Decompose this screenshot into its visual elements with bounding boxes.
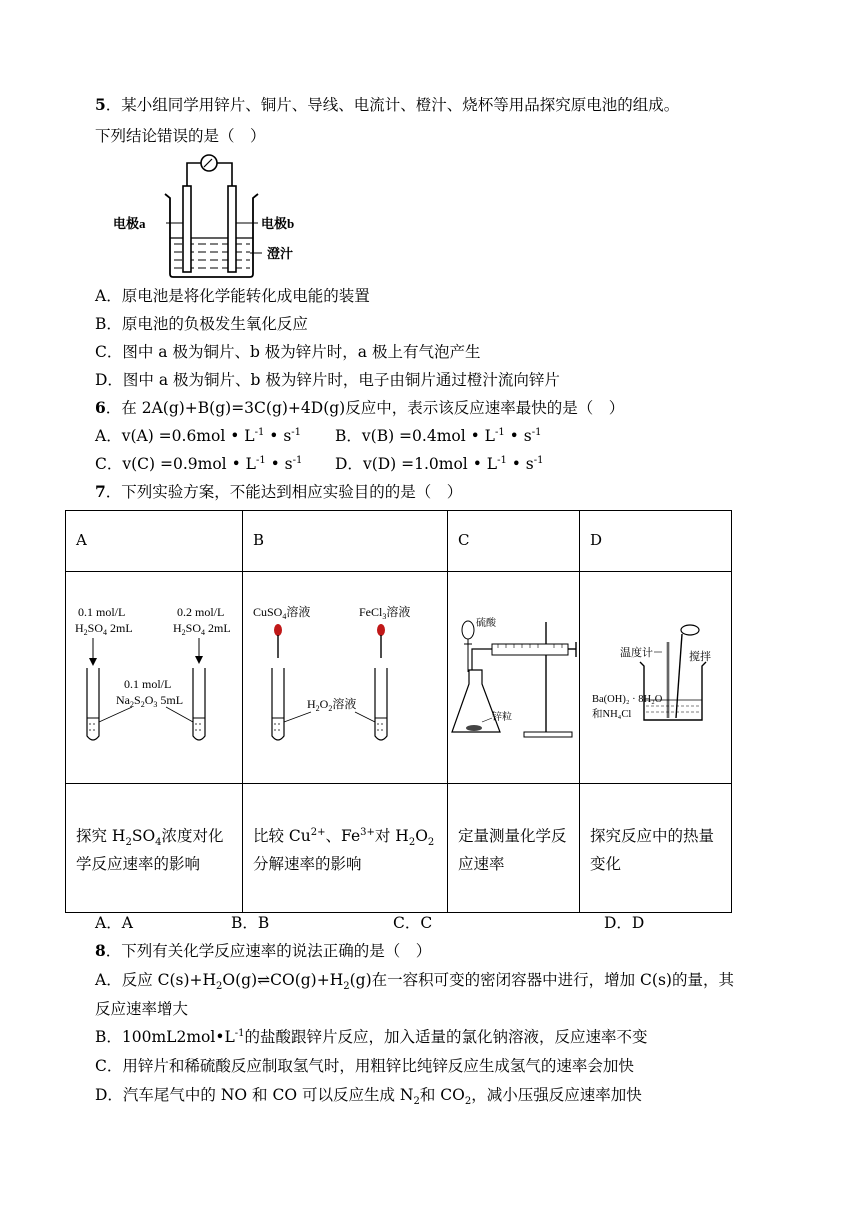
svg-text:FeCl3溶液: FeCl$_3$溶液: [359, 605, 411, 621]
q6-stem: 6．在 2A(g)+B(g)=3C(g)+4D(g)反应中，表示该反应速率最快的是（ ）: [95, 398, 625, 417]
q5-option-b: B．原电池的负极发生氧化反应: [95, 315, 308, 333]
svg-text:CuSO4溶液: CuSO$_4$溶液: [253, 605, 311, 621]
svg-text:0.2 mol/L: 0.2 mol/L: [177, 605, 225, 619]
beaker: [165, 194, 258, 277]
header-cell-b: B: [243, 511, 448, 572]
q8-option-a-line2: 反应速率增大: [95, 1000, 189, 1018]
electrode-b: [228, 186, 236, 272]
caption-cell-d: 探究反应中的热量变化: [580, 784, 732, 913]
dropper-bulb-right: [377, 624, 385, 636]
svg-text:Ba(OH)₂ · 8H₂O: Ba(OH)₂ · 8H₂O: [592, 694, 663, 705]
q5-option-c: C．图中 a 极为铜片、b 极为锌片时，a 极上有气泡产生: [95, 343, 481, 361]
header-cell-c: C: [448, 511, 580, 572]
q8-number: 8: [95, 941, 106, 960]
q5-option-a: A．原电池是将化学能转化成电能的装置: [95, 287, 370, 305]
figure-b-catalyst-tubes: [243, 572, 447, 779]
figure-a-test-tubes: [66, 572, 242, 779]
q7-stem: 7．下列实验方案，不能达到相应实验目的的是（ ）: [95, 482, 463, 501]
q8-option-c: C．用锌片和稀硫酸反应制取氢气时，用粗锌比纯锌反应生成氢气的速率会加快: [95, 1057, 634, 1075]
q7-experiment-table: [65, 510, 732, 913]
ammeter-icon: [201, 155, 217, 171]
stirrer-icon: [681, 625, 699, 635]
svg-text:0.1 mol/L: 0.1 mol/L: [78, 605, 126, 619]
figure-d-beaker-thermometer: [580, 572, 731, 779]
beaker: [640, 662, 706, 720]
q6-option-a: A．v(A) =0.6mol • $L^{-1}$ • $s^{-1}$: [95, 426, 302, 445]
svg-text:Na2S2O3 5mL: $Na_2S_2O_3$ 5mL: [116, 693, 184, 709]
header-cell-a: A: [66, 511, 243, 572]
svg-text:硫酸: 硫酸: [476, 618, 496, 629]
q8-stem: 8．下列有关化学反应速率的说法正确的是（ ）: [95, 941, 432, 960]
q5-galvanic-cell-figure: [110, 150, 310, 280]
label-juice: 澄汁: [267, 246, 294, 261]
svg-text:锌粒: 锌粒: [492, 712, 512, 723]
dropper-bulb-left: [274, 624, 282, 636]
q7-answer-d: D．D: [604, 914, 645, 932]
q5-stem-line1: 5．某小组同学用锌片、铜片、导线、电流计、橙汁、烧杯等用品探究原电池的组成。: [95, 95, 680, 114]
q6-number: 6: [95, 398, 106, 417]
q8-option-d: D．汽车尾气中的 NO 和 CO 可以反应生成 $N_2$和 $CO_2$，减小压强反应速率加快: [95, 1086, 642, 1108]
svg-text:H2SO4 2mL: $H_2SO_4$ 2mL: [75, 621, 133, 637]
q7-number: 7: [95, 482, 106, 501]
test-tube-left: [87, 668, 99, 740]
separatory-funnel: [462, 621, 474, 639]
figure-cell-b: [243, 572, 448, 784]
figure-cell-d: [580, 572, 732, 784]
caption-cell-a: 探究 $H_2SO_4$浓度对化学反应速率的影响: [66, 784, 243, 913]
q8-option-a-line1: A．反应 $C(s)+H_2O(g)\rightleftharpoons CO(g)+H_2(g)$在一容积可变的密闭容器中进行，增加 C(s)的量，其: [95, 971, 734, 993]
q7-answer-c: C．C: [393, 914, 433, 932]
stand-base: [524, 732, 572, 737]
svg-text:搅拌: 搅拌: [689, 651, 711, 663]
figure-cell-a: [66, 572, 243, 784]
figure-cell-c: [448, 572, 580, 784]
caption-cell-c: 定量测量化学反应速率: [448, 784, 580, 913]
svg-text:和NH₄Cl: 和NH₄Cl: [592, 709, 632, 720]
q5-option-d: D．图中 a 极为铜片、b 极为锌片时，电子由铜片通过橙汁流向锌片: [95, 371, 560, 389]
q7-answer-a: A．A: [95, 914, 133, 932]
header-cell-d: D: [580, 511, 732, 572]
q7-answer-b: B．B: [231, 914, 270, 932]
q8-option-b: B．$100mL2mol•L^{-1}$的盐酸跟锌片反应，加入适量的氯化钠溶液，反应速率不变: [95, 1027, 648, 1046]
svg-text:0.1 mol/L: 0.1 mol/L: [124, 677, 172, 691]
svg-text:H2SO4 2mL: $H_2SO_4$ 2mL: [173, 621, 231, 637]
q5-stem-line2: 下列结论错误的是（ ）: [95, 127, 266, 145]
q6-option-c: C．v(C) =0.9mol • $L^{-1}$ • $s^{-1}$: [95, 454, 303, 473]
label-electrode-a: 电极a: [113, 216, 146, 231]
q6-option-d: D．v(D) =1.0mol • $L^{-1}$ • $s^{-1}$: [335, 454, 544, 473]
svg-text:温度计: 温度计: [620, 647, 653, 659]
q6-option-b: B．v(B) =0.4mol • $L^{-1}$ • $s^{-1}$: [335, 426, 542, 445]
test-tube-right: [193, 668, 205, 740]
q5-number: 5: [95, 95, 106, 114]
test-tube-left: [272, 668, 284, 740]
electrode-a: [183, 186, 191, 272]
figure-c-gas-syringe: [448, 572, 579, 779]
svg-text:H2O2溶液: $H_2O_2$溶液: [307, 697, 357, 713]
caption-cell-b: 比较 $Cu^{2+}$、$Fe^{3+}$对 $H_2O_2$分解速率的影响: [243, 784, 448, 913]
test-tube-right: [375, 668, 387, 740]
label-electrode-b: 电极b: [261, 216, 295, 231]
